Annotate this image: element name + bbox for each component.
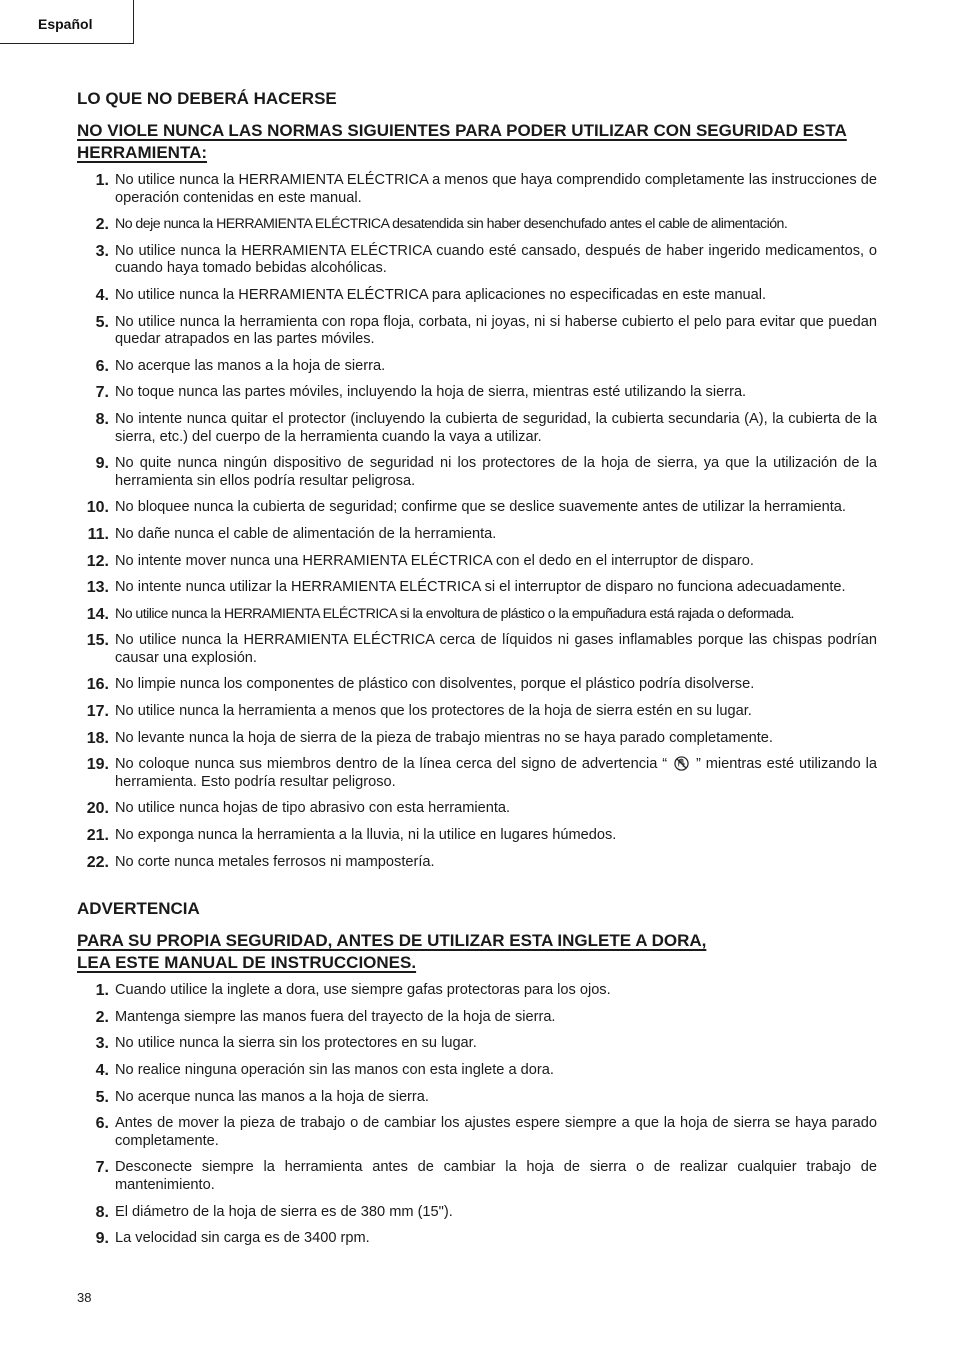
list-item — [77, 411, 877, 446]
list-item-text-after: ” mientras esté utilizando la herramienta. Esto podría resultar peligroso. — [115, 756, 877, 790]
list-item-number: 8. — [95, 410, 109, 428]
section1-list — [77, 172, 877, 871]
list-item-number: 9. — [95, 455, 109, 473]
list-item-number: 3. — [95, 1035, 109, 1053]
list-item — [77, 1089, 877, 1107]
list-item — [77, 827, 877, 845]
list-item — [77, 1159, 877, 1194]
list-item — [77, 756, 877, 791]
list-item — [77, 553, 877, 571]
list-item-number: 14. — [86, 605, 109, 623]
list-item-text: La velocidad sin carga es de 3400 rpm. — [115, 1230, 370, 1247]
list-item-text: Mantenga siempre las manos fuera del trayecto de la hoja de sierra. — [115, 1008, 556, 1025]
list-item-number: 2. — [95, 1008, 109, 1026]
list-item-number: 13. — [86, 579, 109, 597]
list-item — [77, 384, 877, 402]
list-item-text: No intente nunca quitar el protector (incluyendo la cubierta de seguridad, la cubierta secundaria (A), la cubierta de la sierra, etc.) del cuerpo de la herramienta cuando la vaya a utilizar. — [115, 410, 877, 445]
list-item-text: No levante nunca la hoja de sierra de la pieza de trabajo mientras no se haya parado completamente. — [115, 729, 773, 746]
list-item — [77, 499, 877, 517]
list-item-number: 5. — [95, 1088, 109, 1106]
list-item-text: No utilice nunca la HERRAMIENTA ELÉCTRICA para aplicaciones no especificadas en este manual. — [115, 286, 767, 303]
list-item — [77, 1062, 877, 1080]
list-item-number: 7. — [95, 1159, 109, 1177]
list-item-text: No utilice nunca la sierra sin los protectores en su lugar. — [115, 1035, 477, 1052]
list-item — [77, 982, 877, 1000]
list-item-text-before: No coloque nunca sus miembros dentro de la línea cerca del signo de advertencia “ — [115, 756, 668, 773]
list-item-text: No bloquee nunca la cubierta de seguridad; confirme que se deslice suavemente antes de utilizar la herramienta. — [115, 499, 846, 516]
list-item-number: 19. — [86, 756, 109, 774]
list-item-text: No utilice nunca la herramienta a menos que los protectores de la hoja de sierra estén en su lugar. — [115, 703, 752, 720]
list-item-text: No utilice nunca la HERRAMIENTA ELÉCTRICA a menos que haya comprendido completamente las instrucciones de operación contenidas en este manual. — [115, 172, 877, 206]
list-item — [77, 730, 877, 748]
list-item — [77, 172, 877, 207]
list-item-text: No acerque nunca las manos a la hoja de sierra. — [115, 1088, 429, 1105]
list-item — [77, 606, 877, 624]
list-item-text: No toque nunca las partes móviles, incluyendo la hoja de sierra, mientras esté utilizando la sierra. — [115, 384, 747, 401]
list-item — [77, 676, 877, 694]
list-item-text: Cuando utilice la inglete a dora, use siempre gafas protectoras para los ojos. — [115, 982, 611, 999]
list-item-text: No intente nunca utilizar la HERRAMIENTA ELÉCTRICA si el interruptor de disparo no funciona adecuadamente. — [115, 579, 846, 596]
list-item-number: 4. — [95, 1062, 109, 1079]
list-item-text: No intente mover nunca una HERRAMIENTA ELÉCTRICA con el dedo en el interruptor de disparo. — [115, 552, 754, 569]
list-item-text: No deje nunca la HERRAMIENTA ELÉCTRICA desatendida sin haber desenchufado antes el cable de alimentación. — [115, 216, 788, 233]
list-item-text: No acerque las manos a la hoja de sierra. — [115, 357, 386, 374]
section2-subtitle-line1: PARA SU PROPIA SEGURIDAD, ANTES DE UTILIZAR ESTA INGLETE A DORA, — [77, 931, 707, 951]
list-item-number: 15. — [86, 632, 109, 650]
list-item — [77, 287, 877, 305]
list-item — [77, 854, 877, 872]
list-item — [77, 1115, 877, 1150]
list-item-text: No realice ninguna operación sin las manos con esta inglete a dora. — [115, 1062, 554, 1078]
list-item — [77, 632, 877, 667]
list-item-number: 20. — [86, 800, 109, 818]
list-item — [77, 358, 877, 376]
list-item-text: No corte nunca metales ferrosos ni mampostería. — [115, 853, 435, 870]
list-item — [77, 455, 877, 490]
list-item-text: Desconecte siempre la herramienta antes de cambiar la hoja de sierra o de realizar cualquier trabajo de mantenimiento. — [115, 1159, 877, 1193]
list-item-text: No exponga nunca la herramienta a la lluvia, ni la utilice en lugares húmedos. — [115, 827, 617, 844]
list-item — [77, 1009, 877, 1027]
list-item-number: 6. — [95, 357, 109, 375]
list-item-text: No utilice nunca la herramienta con ropa floja, corbata, ni joyas, ni si haberse cubierto el pelo para evitar que puedan quedar atrapados en las partes móviles. — [115, 313, 877, 348]
section1-title: LO QUE NO DEBERÁ HACERSE — [77, 89, 337, 108]
list-item-text: No dañe nunca el cable de alimentación de la herramienta. — [115, 525, 497, 542]
list-item-number: 10. — [86, 499, 109, 517]
list-item-number: 9. — [95, 1230, 109, 1248]
section2-list — [77, 982, 877, 1248]
list-item-number: 1. — [95, 172, 109, 189]
list-item — [77, 1230, 877, 1248]
list-item — [77, 703, 877, 721]
list-item — [77, 1035, 877, 1053]
list-item-number: 22. — [86, 853, 109, 871]
list-item-number: 12. — [86, 552, 109, 570]
list-item-number: 11. — [87, 525, 109, 543]
list-item-text: No limpie nunca los componentes de plástico con disolventes, porque el plástico podría disolverse. — [115, 676, 755, 693]
language-tab — [0, 0, 134, 44]
list-item — [77, 1204, 877, 1222]
list-item-number: 6. — [95, 1115, 109, 1133]
no-hands-warning-icon — [674, 756, 689, 771]
list-item-number: 5. — [95, 313, 109, 331]
list-item — [77, 579, 877, 597]
list-item-text: No utilice nunca hojas de tipo abrasivo con esta herramienta. — [115, 800, 511, 817]
page-number: 38 — [77, 1290, 92, 1305]
section1-subtitle: NO VIOLE NUNCA LAS NORMAS SIGUIENTES PARA PODER UTILIZAR CON SEGURIDAD ESTA HERRAMIENTA: — [77, 121, 847, 162]
list-item-number: 2. — [95, 216, 109, 234]
list-item-number: 16. — [86, 676, 109, 694]
list-item-text: No utilice nunca la HERRAMIENTA ELÉCTRICA si la envoltura de plástico o la empuñadura está rajada o deformada. — [115, 605, 794, 622]
list-item-number: 4. — [95, 286, 109, 304]
list-item-text: No utilice nunca la HERRAMIENTA ELÉCTRICA cerca de líquidos ni gases inflamables porque las chispas podrían causar una explosión. — [115, 632, 877, 666]
section2-subtitle-line2: LEA ESTE MANUAL DE INSTRUCCIONES. — [77, 953, 417, 973]
list-item-text: No utilice nunca la HERRAMIENTA ELÉCTRICA cuando esté cansado, después de haber ingerido medicamentos, o cuando haya tomado bebidas alcohólicas. — [115, 242, 877, 277]
section2-subtitle — [77, 930, 877, 974]
list-item-number: 17. — [86, 703, 109, 721]
list-item — [77, 526, 877, 544]
list-item-number: 1. — [95, 982, 109, 1000]
list-item-text: El diámetro de la hoja de sierra es de 380 mm (15"). — [115, 1203, 453, 1220]
list-item-number: 18. — [86, 729, 109, 747]
page-content — [77, 88, 877, 1257]
list-item-number: 8. — [95, 1203, 109, 1221]
list-item-number: 7. — [95, 384, 109, 402]
list-item — [77, 800, 877, 818]
language-label: Español — [38, 16, 93, 32]
list-item-text — [115, 756, 877, 791]
list-item-number: 3. — [95, 242, 109, 260]
list-item — [77, 243, 877, 278]
list-item — [77, 216, 877, 234]
list-item-text: No quite nunca ningún dispositivo de seguridad ni los protectores de la hoja de sierra, ya que la utilización de la herramienta sin ellos podría resultar peligrosa. — [115, 455, 877, 489]
list-item — [77, 314, 877, 349]
section2-title: ADVERTENCIA — [77, 899, 200, 919]
list-item-text: Antes de mover la pieza de trabajo o de cambiar los ajustes espere siempre a que la hoja de sierra se haya parado completamente. — [115, 1115, 877, 1149]
list-item-number: 21. — [86, 827, 109, 845]
